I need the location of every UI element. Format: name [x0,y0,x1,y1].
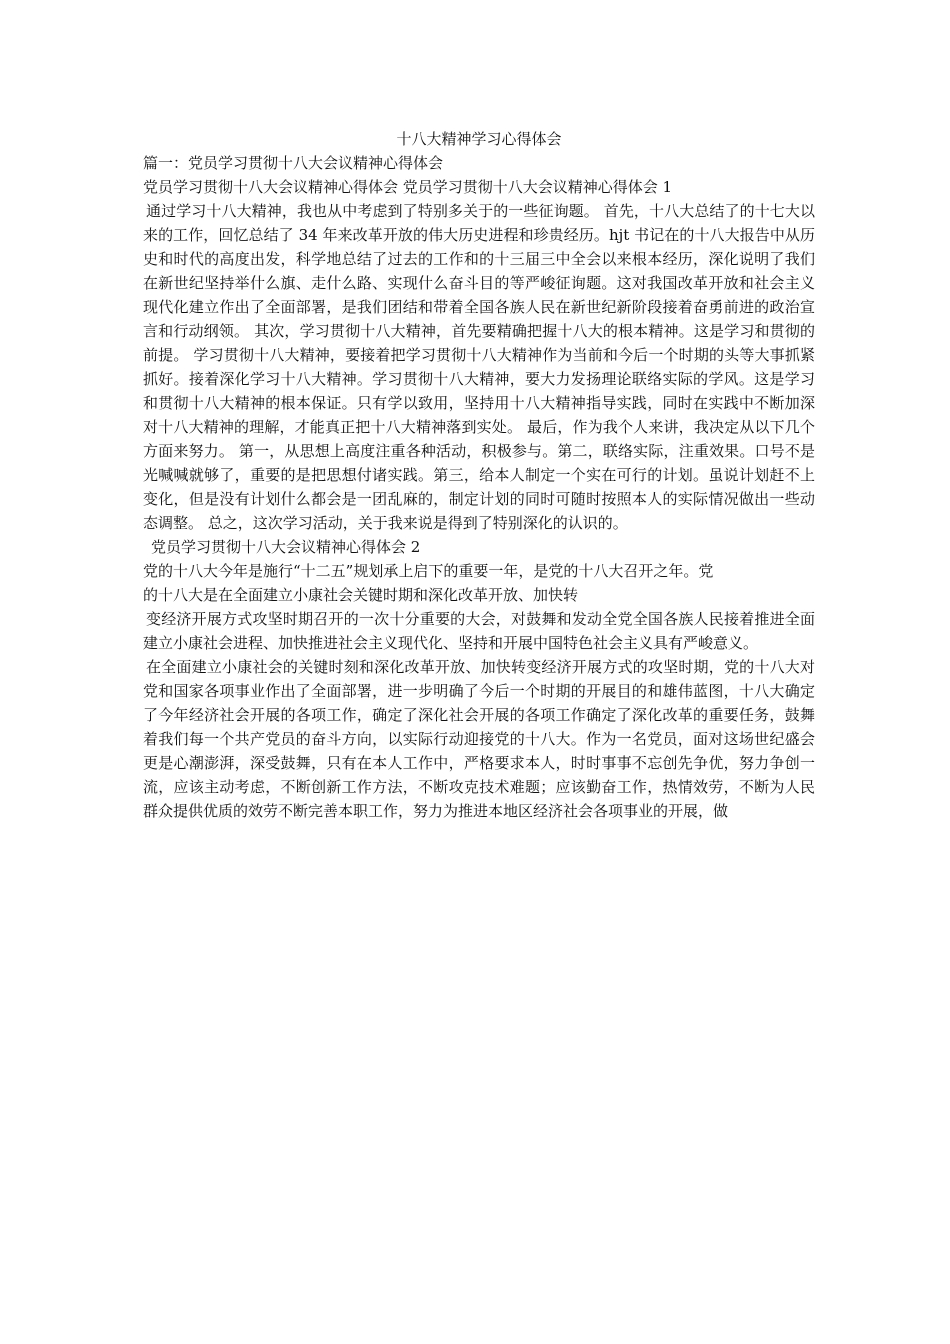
subheading-part-1: 党员学习贯彻十八大会议精神心得体会 党员学习贯彻十八大会议精神心得体会 1 [143,178,673,196]
paragraph-4: 在全面建立小康社会的关键时刻和深化改革开放、加快转变经济开展方式的攻坚时期，党的十八大对党和国家各项事业作出了全面部署，进一步明确了今后一个时期的开展目的和雄伟蓝图，十八大确定了今年经济社会开展的各项工作，确定了深化社会开展的各项工作确定了深化改革的重要任务，鼓舞着我们每一个共产党员的奋斗方向，以实际行动迎接党的十八大。作为一名党员，面对这场世纪盛会更是心潮澎湃，深受鼓舞，只有在本人工作中，严格要求本人，时时事事不忘创先争优，努力争创一流，应该主动考虑，不断创新工作方法，不断攻克技术难题；应该勤奋工作，热情效劳，不断为人民群众提供优质的效劳不断完善本职工作，努力为推进本地区经济社会各项事业的开展，做 [143,658,815,820]
subheading-part-2: 党员学习贯彻十八大会议精神心得体会 2 [151,538,421,556]
paragraph-3: 变经济开展方式攻坚时期召开的一次十分重要的大会，对鼓舞和发动全党全国各族人民接着推进全面建立小康社会进程、加快推进社会主义现代化、坚持和开展中国特色社会主义具有严峻意义。 [143,610,815,652]
paragraph-2-line-2: 的十八大是在全面建立小康社会关键时期和深化改革开放、加快转 [143,586,579,604]
document-title: 十八大精神学习心得体会 [396,130,562,148]
paragraph-2-line-1: 党的十八大今年是施行“十二五”规划承上启下的重要一年，是党的十八大召开之年。党 [143,562,714,580]
paragraph-1: 通过学习十八大精神，我也从中考虑到了特别多关于的一些征询题。 首先，十八大总结了的十七大以来的工作，回忆总结了 34 年来改革开放的伟大历史进程和珍贵经历。hjt 书记在的十八大报告中从历史和时代的高度出发，科学地总结了过去的工作和的十三届三中全会以来根本经历，深化说明了我们在新世纪坚持举什么旗、走什么路、实现什么奋斗目的等严峻征询题。这对我国改革开放和社会主义现代化建立作出了全面部署，是我们团结和带着全国各族人民在新世纪新阶段接着奋勇前进的政治宣言和行动纲领。 其次，学习贯彻十八大精神，首先要精确把握十八大的根本精神。这是学习和贯彻的前提。 学习贯彻十八大精神，要接着把学习贯彻十八大精神作为当前和今后一个时期的头等大事抓紧抓好。接着深化学习十八大精神。学习贯彻十八大精神，要大力发扬理论联络实际的学风。这是学习和贯彻十八大精神的根本保证。只有学以致用，坚持用十八大精神指导实践，同时在实践中不断加深对十八大精神的理解，才能真正把十八大精神落到实处。 最后，作为我个人来讲，我决定从以下几个方面来努力。 第一，从思想上高度注重各种活动，积极参与。第二，联络实际，注重效果。口号不是光喊喊就够了，重要的是把思想付诸实践。第三，给本人制定一个实在可行的计划。虽说计划赶不上变化，但是没有计划什么都会是一团乱麻的，制定计划的同时可随时按照本人的实际情况做出一些动态调整。 总之，这次学习活动，关于我来说是得到了特别深化的认识的。 [143,202,815,532]
document-page [143,127,815,823]
section-heading: 篇一：党员学习贯彻十八大会议精神心得体会 [143,154,444,172]
